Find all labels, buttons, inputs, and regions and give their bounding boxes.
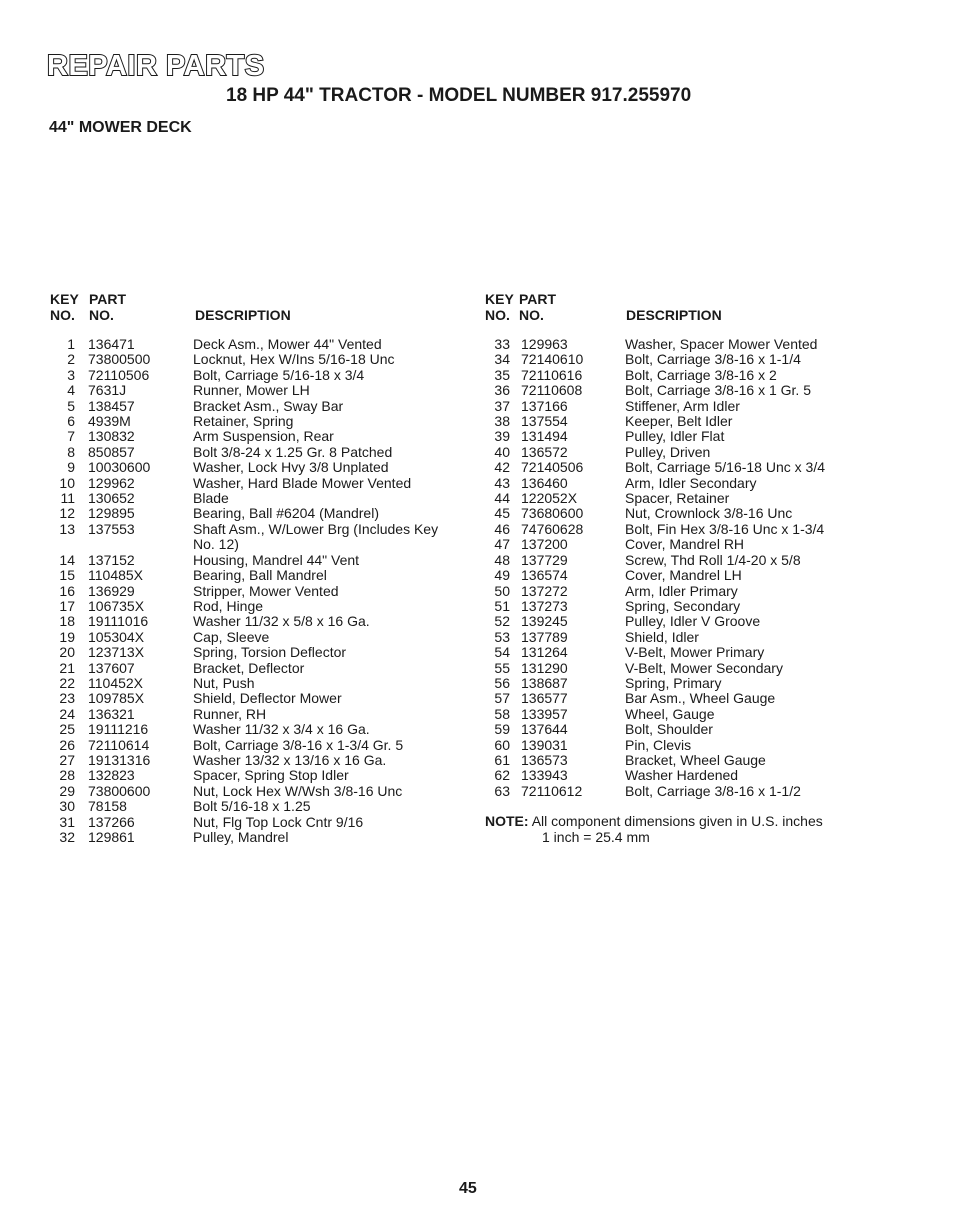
description-cell: Bolt, Carriage 3/8-16 x 2 [625, 366, 777, 383]
table-row [45, 676, 455, 691]
part-no-cell: 72110612 [521, 782, 583, 799]
part-no-cell: 137607 [88, 659, 135, 676]
description-cell: Pulley, Driven [625, 443, 711, 460]
part-no-cell: 136321 [88, 705, 135, 722]
description-cell: Shield, Idler [625, 628, 699, 645]
table-row [480, 645, 890, 660]
part-no-header: NO. [519, 307, 544, 323]
model-subtitle: 18 HP 44" TRACTOR - MODEL NUMBER 917.255970 [226, 85, 692, 106]
table-row [45, 768, 455, 783]
key-no-cell: 14 [59, 551, 75, 568]
description-cell: Bolt, Carriage 5/16-18 Unc x 3/4 [625, 459, 825, 476]
key-no-cell: 18 [59, 613, 75, 630]
part-header: PART [89, 291, 127, 307]
parts-table-right [480, 291, 890, 799]
table-row [480, 429, 890, 444]
parts-list-right [480, 337, 890, 799]
part-no-cell: 74760628 [521, 520, 584, 537]
part-no-cell: 139245 [521, 613, 568, 630]
description-cell: Washer 11/32 x 5/8 x 16 Ga. [193, 613, 370, 630]
table-row [45, 738, 455, 753]
key-no-cell: 3 [67, 366, 75, 383]
part-no-cell: 19111016 [88, 613, 149, 630]
table-row [45, 722, 455, 737]
part-no-cell: 110485X [88, 567, 144, 584]
description-cell: Bracket, Deflector [193, 659, 305, 676]
description-cell: Spacer, Retainer [625, 490, 730, 507]
part-no-cell: 130832 [88, 428, 135, 445]
key-no-cell: 42 [494, 459, 510, 476]
key-no-cell: 52 [494, 613, 510, 630]
key-no-cell: 15 [59, 567, 75, 584]
part-no-cell: 137272 [521, 582, 568, 599]
description-cell: Bolt 5/16-18 x 1.25 [193, 798, 311, 815]
table-row [45, 522, 455, 553]
part-no-cell: 138687 [521, 674, 568, 691]
key-no-header: NO. [50, 307, 75, 323]
table-row [480, 460, 890, 475]
page-number: 45 [459, 1180, 477, 1197]
description-cell: Washer 13/32 x 13/16 x 16 Ga. [193, 751, 387, 768]
part-no-cell: 850857 [88, 443, 135, 460]
table-row [480, 414, 890, 429]
description-cell: Bolt 3/8-24 x 1.25 Gr. 8 Patched [193, 443, 393, 460]
part-no-cell: 72110506 [88, 366, 150, 383]
key-no-cell: 50 [494, 582, 510, 599]
key-no-cell: 24 [59, 705, 75, 722]
part-no-cell: 122052X [521, 490, 578, 507]
description-cell: Cover, Mandrel LH [625, 567, 742, 584]
table-row [480, 399, 890, 414]
part-no-cell: 136574 [521, 567, 568, 584]
key-no-cell: 9 [67, 459, 75, 476]
key-no-cell: 37 [494, 397, 510, 414]
description-cell: Stripper, Mower Vented [193, 582, 339, 599]
part-no-cell: 137729 [521, 551, 568, 568]
description-cell: V-Belt, Mower Secondary [625, 659, 783, 676]
key-no-cell: 13 [59, 520, 75, 537]
part-no-cell: 72140506 [521, 459, 584, 476]
key-no-cell: 45 [494, 505, 510, 522]
table-row [45, 815, 455, 830]
part-no-cell: 136572 [521, 443, 568, 460]
key-no-cell: 46 [494, 520, 510, 537]
table-row [480, 599, 890, 614]
part-no-cell: 132823 [88, 767, 135, 784]
key-no-cell: 4 [67, 382, 75, 399]
description-cell: Arm, Idler Primary [625, 582, 738, 599]
key-header: KEY [50, 291, 79, 307]
key-no-cell: 57 [494, 690, 510, 707]
page-title: REPAIR PARTS [47, 50, 265, 82]
part-no-cell: 137200 [521, 536, 568, 553]
table-row [45, 399, 455, 414]
note-conversion: 1 inch = 25.4 mm [542, 829, 650, 845]
description-header: DESCRIPTION [626, 307, 722, 323]
part-no-cell: 7631J [88, 382, 127, 399]
description-cell: Nut, Crownlock 3/8-16 Unc [625, 505, 793, 522]
part-no-cell: 136471 [88, 336, 135, 352]
description-cell: Nut, Lock Hex W/Wsh 3/8-16 Unc [193, 782, 403, 799]
key-no-cell: 30 [59, 798, 75, 815]
part-no-cell: 129963 [521, 336, 568, 352]
key-no-cell: 12 [59, 505, 75, 522]
key-no-cell: 7 [67, 428, 75, 445]
table-row [45, 445, 455, 460]
part-no-cell: 137166 [521, 397, 568, 414]
description-cell: Bolt, Carriage 3/8-16 x 1-1/4 [625, 351, 801, 368]
table-row [480, 676, 890, 691]
part-no-cell: 137266 [88, 813, 135, 830]
key-no-cell: 38 [494, 413, 510, 430]
part-no-cell: 137152 [88, 551, 135, 568]
part-header: PART [519, 291, 557, 307]
part-no-cell: 139031 [521, 736, 568, 753]
table-row [480, 368, 890, 383]
part-no-cell: 72110614 [88, 736, 150, 753]
description-cell: Blade [193, 490, 229, 507]
table-row [45, 506, 455, 521]
description-cell: Pulley, Mandrel [193, 829, 289, 845]
key-no-cell: 62 [494, 767, 510, 784]
part-no-cell: 136573 [521, 751, 568, 768]
table-row [480, 784, 890, 799]
key-no-cell: 28 [59, 767, 75, 784]
part-no-cell: 4939M [88, 413, 131, 430]
key-no-cell: 10 [59, 474, 75, 491]
table-row [480, 768, 890, 783]
table-row [480, 584, 890, 599]
description-cell: Spring, Primary [625, 674, 722, 691]
table-row [45, 429, 455, 444]
key-no-cell: 27 [59, 751, 75, 768]
table-row [45, 584, 455, 599]
note-label: NOTE: [485, 813, 529, 829]
part-no-cell: 137789 [521, 628, 568, 645]
part-no-cell: 78158 [88, 798, 127, 815]
part-no-cell: 129861 [88, 829, 135, 845]
description-cell: Spring, Torsion Deflector [193, 644, 347, 661]
table-row [480, 522, 890, 537]
section-title: 44" MOWER DECK [49, 119, 192, 136]
table-row [45, 337, 455, 352]
table-row [45, 799, 455, 814]
part-no-cell: 72110608 [521, 382, 583, 399]
part-no-cell: 73800500 [88, 351, 151, 368]
part-no-cell: 131494 [521, 428, 568, 445]
key-header: KEY [485, 291, 514, 307]
key-no-cell: 29 [59, 782, 75, 799]
parts-table-left [45, 291, 455, 845]
key-no-cell: 34 [494, 351, 510, 368]
table-row [45, 645, 455, 660]
description-cell: Washer, Lock Hvy 3/8 Unplated [193, 459, 389, 476]
key-no-cell: 58 [494, 705, 510, 722]
table-row [480, 337, 890, 352]
description-cell: Housing, Mandrel 44" Vent [193, 551, 360, 568]
description-cell: Retainer, Spring [193, 413, 294, 430]
key-no-cell: 1 [67, 336, 75, 352]
part-no-cell: 137553 [88, 520, 135, 537]
key-no-cell: 6 [67, 413, 75, 430]
description-cell: Runner, RH [193, 705, 267, 722]
key-no-cell: 51 [494, 597, 510, 614]
key-no-cell: 19 [59, 628, 75, 645]
key-no-cell: 54 [494, 644, 510, 661]
table-row [480, 738, 890, 753]
description-cell: Bolt, Shoulder [625, 721, 713, 738]
table-row [480, 445, 890, 460]
part-no-cell: 73680600 [521, 505, 584, 522]
table-row [45, 368, 455, 383]
key-no-cell: 33 [494, 336, 510, 352]
key-no-cell: 35 [494, 366, 510, 383]
description-cell: Deck Asm., Mower 44" Vented [193, 336, 382, 352]
table-row [45, 691, 455, 706]
part-no-cell: 137273 [521, 597, 568, 614]
key-no-cell: 60 [494, 736, 510, 753]
key-no-cell: 61 [494, 751, 510, 768]
key-no-cell: 49 [494, 567, 510, 584]
part-no-cell: 137554 [521, 413, 568, 430]
part-no-cell: 106735X [88, 597, 145, 614]
description-cell: Keeper, Belt Idler [625, 413, 733, 430]
description-cell: Bracket, Wheel Gauge [625, 751, 766, 768]
key-no-cell: 40 [494, 443, 510, 460]
key-no-cell: 22 [59, 674, 75, 691]
part-no-cell: 129962 [88, 474, 135, 491]
description-cell: Bar Asm., Wheel Gauge [625, 690, 776, 707]
description-cell: Cover, Mandrel RH [625, 536, 745, 553]
part-no-cell: 19111216 [88, 721, 149, 738]
key-no-cell: 55 [494, 659, 510, 676]
key-no-cell: 5 [67, 397, 75, 414]
description-header: DESCRIPTION [195, 307, 291, 323]
description-cell: Locknut, Hex W/Ins 5/16-18 Unc [193, 351, 395, 368]
table-row [45, 553, 455, 568]
table-row [45, 414, 455, 429]
key-no-header: NO. [485, 307, 510, 323]
key-no-cell: 16 [59, 582, 75, 599]
part-no-cell: 123713X [88, 644, 145, 661]
note [485, 814, 823, 829]
description-cell: Bolt, Fin Hex 3/8-16 Unc x 1-3/4 [625, 520, 825, 537]
key-no-cell: 48 [494, 551, 510, 568]
table-row [480, 691, 890, 706]
table-row [45, 630, 455, 645]
key-no-cell: 17 [59, 597, 75, 614]
key-no-cell: 43 [494, 474, 510, 491]
table-row [45, 383, 455, 398]
description-cell: Arm Suspension, Rear [193, 428, 334, 445]
description-cell: Pulley, Idler Flat [625, 428, 725, 445]
description-cell: Spacer, Spring Stop Idler [193, 767, 349, 784]
part-no-header: NO. [89, 307, 114, 323]
description-cell: Bolt, Carriage 3/8-16 x 1-1/2 [625, 782, 801, 799]
table-row [480, 630, 890, 645]
table-row [480, 553, 890, 568]
key-no-cell: 23 [59, 690, 75, 707]
part-no-cell: 131290 [521, 659, 568, 676]
description-cell: Rod, Hinge [193, 597, 264, 614]
table-row [45, 352, 455, 367]
part-no-cell: 136929 [88, 582, 135, 599]
table-row [45, 707, 455, 722]
key-no-cell: 39 [494, 428, 510, 445]
key-no-cell: 56 [494, 674, 510, 691]
table-row [480, 707, 890, 722]
table-row [45, 460, 455, 475]
parts-list-left [45, 337, 455, 845]
description-cell: Bolt, Carriage 3/8-16 x 1 Gr. 5 [625, 382, 811, 399]
table-row [480, 491, 890, 506]
description-cell: Bearing, Ball Mandrel [193, 567, 327, 584]
key-no-cell: 31 [59, 813, 75, 830]
part-no-cell: 138457 [88, 397, 135, 414]
description-cell: Pulley, Idler V Groove [625, 613, 761, 630]
key-no-cell: 11 [60, 490, 75, 507]
part-no-cell: 105304X [88, 628, 145, 645]
key-no-cell: 26 [59, 736, 75, 753]
description-cell: Washer, Hard Blade Mower Vented [193, 474, 412, 491]
key-no-cell: 25 [59, 721, 75, 738]
description-cell: Wheel, Gauge [625, 705, 715, 722]
description-cell: Pin, Clevis [625, 736, 692, 753]
table-row [45, 599, 455, 614]
table-row [480, 352, 890, 367]
key-no-cell: 2 [67, 351, 75, 368]
table-header [45, 291, 455, 337]
table-row [480, 568, 890, 583]
table-row [480, 661, 890, 676]
key-no-cell: 36 [494, 382, 510, 399]
description-cell: Arm, Idler Secondary [625, 474, 757, 491]
table-row [480, 383, 890, 398]
description-cell: Washer 11/32 x 3/4 x 16 Ga. [193, 721, 370, 738]
table-row [480, 506, 890, 521]
description-cell: Shaft Asm., W/Lower Brg (Includes Key No. 12) [193, 520, 439, 553]
key-no-cell: 47 [494, 536, 510, 553]
key-no-cell: 21 [59, 659, 75, 676]
description-cell: Bolt, Carriage 5/16-18 x 3/4 [193, 366, 365, 383]
description-cell: Shield, Deflector Mower [193, 690, 342, 707]
description-cell: Runner, Mower LH [193, 382, 310, 399]
description-cell: Nut, Push [193, 674, 255, 691]
table-row [45, 491, 455, 506]
description-cell: V-Belt, Mower Primary [625, 644, 765, 661]
note-text: All component dimensions given in U.S. inches [531, 813, 823, 829]
part-no-cell: 131264 [521, 644, 568, 661]
key-no-cell: 53 [494, 628, 510, 645]
part-no-cell: 109785X [88, 690, 145, 707]
description-cell: Washer Hardened [625, 767, 739, 784]
description-cell: Bearing, Ball #6204 (Mandrel) [193, 505, 379, 522]
description-cell: Bolt, Carriage 3/8-16 x 1-3/4 Gr. 5 [193, 736, 404, 753]
part-no-cell: 72110616 [521, 366, 583, 383]
key-no-cell: 44 [494, 490, 510, 507]
description-cell: Cap, Sleeve [193, 628, 270, 645]
table-row [480, 753, 890, 768]
part-no-cell: 137644 [521, 721, 568, 738]
key-no-cell: 8 [67, 443, 75, 460]
key-no-cell: 20 [59, 644, 75, 661]
description-cell: Screw, Thd Roll 1/4-20 x 5/8 [625, 551, 801, 568]
table-row [45, 753, 455, 768]
description-cell: Stiffener, Arm Idler [625, 397, 740, 414]
part-no-cell: 10030600 [88, 459, 151, 476]
table-row [480, 537, 890, 552]
description-cell: Nut, Flg Top Lock Cntr 9/16 [193, 813, 364, 830]
table-row [480, 722, 890, 737]
table-row [480, 614, 890, 629]
table-row [45, 661, 455, 676]
part-no-cell: 133943 [521, 767, 568, 784]
part-no-cell: 110452X [88, 674, 144, 691]
table-row [45, 830, 455, 845]
table-row [45, 784, 455, 799]
table-row [45, 568, 455, 583]
table-row [45, 614, 455, 629]
description-cell: Bracket Asm., Sway Bar [193, 397, 344, 414]
key-no-cell: 59 [494, 721, 510, 738]
part-no-cell: 130652 [88, 490, 135, 507]
part-no-cell: 129895 [88, 505, 135, 522]
table-row [480, 476, 890, 491]
table-row [45, 476, 455, 491]
part-no-cell: 136577 [521, 690, 568, 707]
part-no-cell: 133957 [521, 705, 568, 722]
description-cell: Washer, Spacer Mower Vented [625, 336, 818, 352]
part-no-cell: 136460 [521, 474, 568, 491]
part-no-cell: 73800600 [88, 782, 151, 799]
part-no-cell: 19131316 [88, 751, 151, 768]
key-no-cell: 32 [59, 829, 75, 845]
key-no-cell: 63 [494, 782, 510, 799]
part-no-cell: 72140610 [521, 351, 584, 368]
description-cell: Spring, Secondary [625, 597, 741, 614]
table-header [480, 291, 890, 337]
